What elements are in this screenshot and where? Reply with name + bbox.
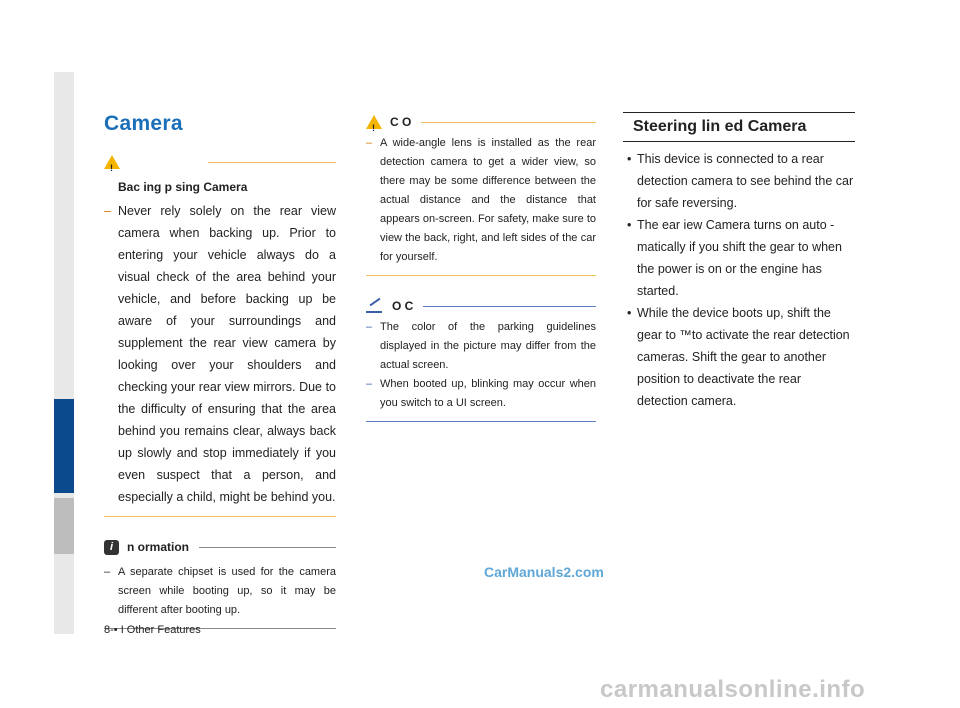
caution-rule bbox=[421, 122, 596, 123]
caution-item: – A wide-angle lens is installed as the rear detection camera to get a wider view, so there may be some difference between the actual distance and the distance that appears on-screen. For safety, make sure to view the back, right, and left sides of the car for yourself. bbox=[366, 137, 596, 263]
warning-rule bbox=[208, 162, 336, 163]
side-tab-inactive bbox=[54, 498, 74, 554]
warning-header bbox=[104, 152, 336, 172]
info-header bbox=[104, 537, 336, 557]
info-icon: i bbox=[104, 540, 119, 555]
bullet-text-3: While the device boots up, shift the gear to ™to activate the rear detection cameras. Shift the gear to another position to deactivate the rear detection camera. bbox=[637, 306, 850, 408]
notice-item: – When booted up, blinking may occur when you switch to a UI screen. bbox=[366, 378, 596, 409]
caution-label: C O bbox=[390, 115, 412, 129]
side-tab-strip bbox=[54, 72, 74, 634]
bullet-text-1: This device is connected to a rear detection camera to see behind the car for safe reversing. bbox=[637, 152, 854, 210]
bullet-item: • The ear iew Camera turns on auto -matically if you shift the gear to when the power is on or the engine has started. bbox=[627, 218, 842, 298]
column-middle bbox=[366, 112, 596, 422]
pencil-icon bbox=[366, 299, 382, 313]
notice-text-1: The color of the parking guidelines displayed in the picture may differ from the actual screen. bbox=[380, 321, 596, 371]
warning-item: – Never rely solely on the rear view camera when backing up. Prior to entering your vehicle always do a visual check of the area behind your vehicle, and before backing up be aware of your surroundings and supplement the rear view camera by looking over your shoulders and checking your rear view mirrors. Due to the difficulty of ensuring that the area behind you remains clear, always back up slowly and stop immediately if you even suspect that a person, and especially a child, might be behind you. bbox=[104, 204, 336, 504]
caution-icon: ! bbox=[366, 115, 382, 129]
warning-text: Never rely solely on the rear view camera when backing up. Prior to entering your vehicle always do a visual check of the area behind your vehicle, and before backing up be aware of your surroundings and supplement the rear view camera by looking over your shoulders and checking your rear view mirrors. Due to the difficulty of ensuring that the area behind you remains clear, always back up slowly and stop immediately if you even suspect that a person, and especially a child, might be behind you. bbox=[118, 204, 336, 504]
warning-end-rule bbox=[104, 516, 336, 517]
warning-heading: Bac ing p sing Camera bbox=[118, 180, 248, 194]
notice-text-2: When booted up, blinking may occur when you switch to a UI screen. bbox=[380, 378, 596, 409]
watermark-online: carmanualsonline.info bbox=[600, 676, 866, 703]
notice-label: O C bbox=[392, 299, 414, 313]
column-right bbox=[623, 112, 855, 412]
caution-text: A wide-angle lens is installed as the rear detection camera to get a wider view, so there may be some difference between the actual distance and the distance that appears on-screen. For safety, make sure to view the back, right, and left sides of the car for yourself. bbox=[380, 137, 596, 263]
bullet-item: • While the device boots up, shift the gear to ™to activate the rear detection cameras. Shift the gear to another position to deactivate the rear detection camera. bbox=[627, 306, 850, 408]
watermark-carmanuals: CarManuals2.com bbox=[484, 564, 604, 580]
section-title: Steering lin ed Camera bbox=[623, 112, 855, 142]
notice-rule bbox=[423, 306, 596, 307]
warning-icon: ! bbox=[104, 155, 120, 169]
bullet-item: • This device is connected to a rear detection camera to see behind the car for safe reversing. bbox=[627, 152, 854, 210]
info-rule bbox=[199, 547, 336, 548]
side-tab-active bbox=[54, 399, 74, 493]
info-text: A separate chipset is used for the camera screen while booting up, so it may be different after booting up. bbox=[118, 566, 336, 616]
notice-header bbox=[366, 296, 596, 316]
page-footer: 8-• I Other Features bbox=[104, 624, 201, 636]
bullet-text-2: The ear iew Camera turns on auto -matically if you shift the gear to when the power is on or the engine has started. bbox=[637, 218, 842, 298]
info-item: – A separate chipset is used for the camera screen while booting up, so it may be different after booting up. bbox=[104, 566, 336, 616]
notice-end-rule bbox=[366, 421, 596, 422]
notice-item: – The color of the parking guidelines displayed in the picture may differ from the actual screen. bbox=[366, 321, 596, 371]
info-label: n ormation bbox=[127, 540, 189, 554]
column-left bbox=[104, 152, 336, 629]
caution-end-rule bbox=[366, 275, 596, 276]
page-title: Camera bbox=[104, 112, 183, 135]
caution-header bbox=[366, 112, 596, 132]
